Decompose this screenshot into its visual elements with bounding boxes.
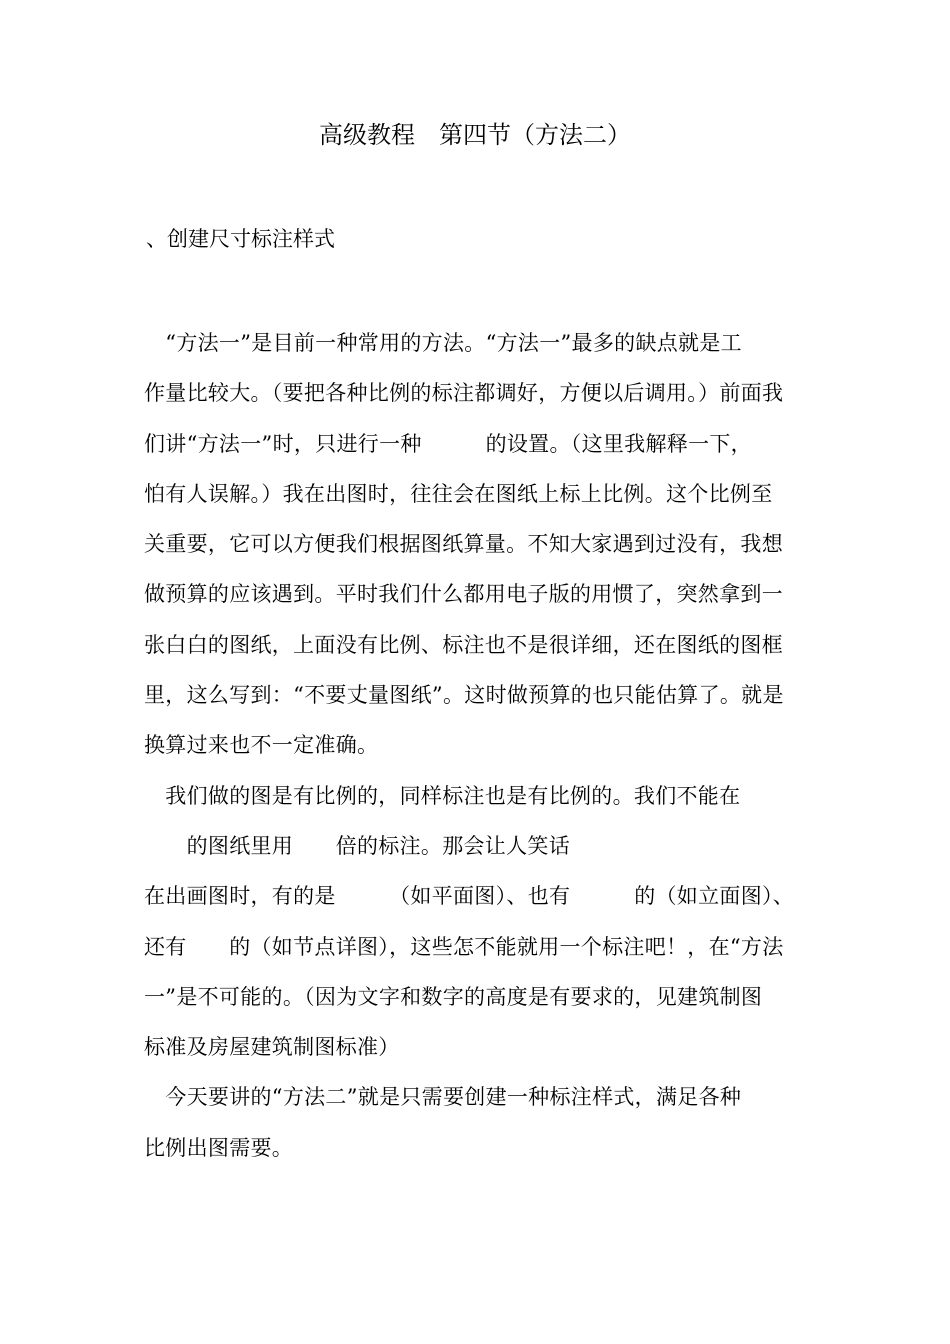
text-line: 一”是不可能的。（因为文字和数字的高度是有要求的，见建筑制图 xyxy=(144,984,763,1009)
text-line: 我们做的图是有比例的，同样标注也是有比例的。我们不能在 xyxy=(144,783,741,808)
text-line: 还有 的（如节点详图），这些怎不能就用一个标注吧！，在“方法 xyxy=(144,934,784,959)
text-line: 作量比较大。（要把各种比例的标注都调好，方便以后调用。）前面我 xyxy=(144,381,784,406)
text-line: 比例出图需要。 xyxy=(144,1135,294,1160)
text-line: 关重要，它可以方便我们根据图纸算量。不知大家遇到过没有，我想 xyxy=(144,532,783,557)
document-title: 高级教程 第四节（方法二） xyxy=(319,121,631,149)
text-line: “方法一”是目前一种常用的方法。“方法一”最多的缺点就是工 xyxy=(144,331,742,355)
text-line: 的图纸里用 倍的标注。那会让人笑话 xyxy=(144,833,570,858)
text-line: 们讲“方法一”时，只进行一种 的设置。（这里我解释一下， xyxy=(144,431,752,456)
text-line: 在出画图时，有的是 （如平面图）、也有 的（如立面图）、 xyxy=(144,884,795,909)
text-line: 换算过来也不一定准确。 xyxy=(144,733,379,758)
section-heading: 、创建尺寸标注样式 xyxy=(146,227,335,251)
text-line: 里，这么写到：“不要丈量图纸”。这时做预算的也只能估算了。就是 xyxy=(144,683,784,708)
body-text xyxy=(144,318,814,1173)
text-line: 标准及房屋建筑制图标准） xyxy=(144,1035,400,1060)
text-line: 今天要讲的“方法二”就是只需要创建一种标注样式，满足各种 xyxy=(144,1085,742,1110)
text-line: 张白白的图纸，上面没有比例、标注也不是很详细，还在图纸的图框 xyxy=(144,632,783,657)
text-line: 做预算的应该遇到。平时我们什么都用电子版的用惯了，突然拿到一 xyxy=(144,582,783,607)
text-line: 怕有人误解。）我在出图时，往往会在图纸上标上比例。这个比例至 xyxy=(144,481,773,506)
